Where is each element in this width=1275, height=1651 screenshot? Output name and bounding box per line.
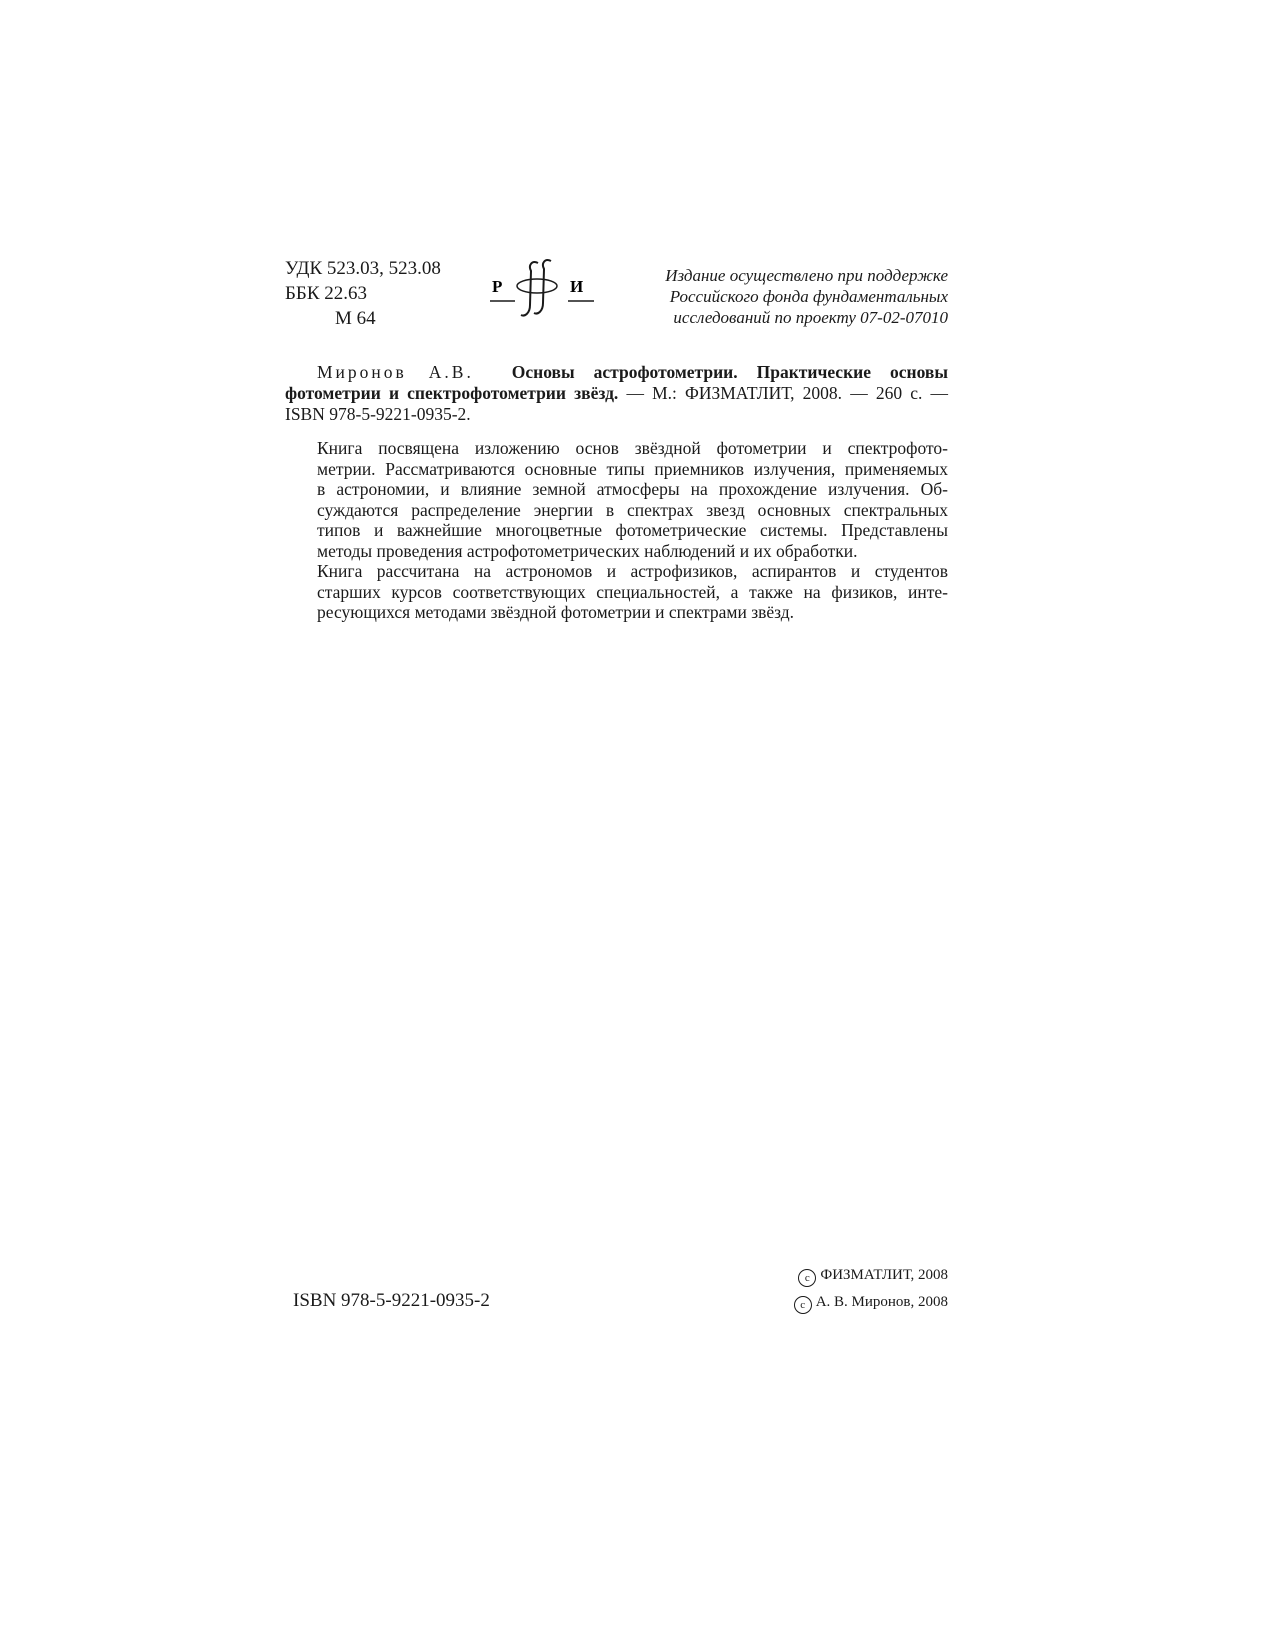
- isbn: ISBN 978-5-9221-0935-2: [293, 1290, 490, 1311]
- abstract-line: типов и важнейшие многоцветные фотометрические системы. Представлены: [317, 520, 948, 540]
- abstract-line: метрии. Рассматриваются основные типы приемников излучения, применяемых: [317, 458, 948, 479]
- classification-codes: [285, 256, 441, 331]
- support-line: исследований по проекту 07-02-07010: [673, 308, 948, 327]
- abstract-line: старших курсов соответствующих специальностей, а также на физиков, инте-: [317, 581, 948, 602]
- copyright-publisher: ФИЗМАТЛИТ, 2008: [820, 1267, 948, 1283]
- abstract: [285, 438, 948, 623]
- udk-code: УДК 523.03, 523.08: [285, 258, 441, 279]
- abstract-line: в астрономии, и влияние земной атмосферы на прохождение излучения. Об-: [317, 479, 948, 499]
- bibliographic-record: [285, 362, 948, 425]
- bbk-code: ББК 22.63: [285, 283, 367, 304]
- rffi-logo-letter-i: И: [570, 277, 584, 296]
- author-name: Миронов А.В.: [317, 362, 474, 382]
- abstract-paragraph: [285, 438, 948, 561]
- abstract-line: ресующихся методами звёздной фотометрии и спектрами звёзд.: [317, 602, 795, 622]
- abstract-line: Книга рассчитана на астрономов и астрофизиков, аспирантов и студентов: [317, 561, 948, 581]
- abstract-line: методы проведения астрофотометрических наблюдений и их обработки.: [317, 540, 858, 561]
- copyright-icon: c: [794, 1296, 812, 1314]
- copyright-line: [770, 1289, 948, 1316]
- support-line: Издание осуществлено при поддержке: [665, 266, 948, 285]
- copyright-block: [770, 1262, 948, 1316]
- copyright-line: [770, 1262, 948, 1289]
- imprint: — М.: ФИЗМАТЛИТ, 2008. — 260 с. — ISBN 978-5-9221-0935-2.: [285, 383, 948, 424]
- rffi-logo-letter-r: Р: [492, 277, 503, 296]
- publication-support-note: [612, 265, 948, 328]
- rffi-logo: [490, 257, 602, 325]
- copyright-icon: c: [798, 1269, 816, 1287]
- copyright-author: А. В. Миронов, 2008: [815, 1294, 948, 1310]
- abstract-line: суждаются распределение энергии в спектрах звезд основных спектральных: [317, 499, 948, 520]
- book-title: Основы астрофотометрии. Практические основы фотометрии и спектрофотометрии звёзд.: [285, 362, 948, 403]
- abstract-paragraph: [285, 561, 948, 623]
- author-mark: М 64: [335, 308, 376, 329]
- support-line: Российского фонда фундаментальных: [669, 287, 948, 306]
- abstract-line: Книга посвящена изложению основ звёздной фотометрии и спектрофото-: [317, 438, 948, 458]
